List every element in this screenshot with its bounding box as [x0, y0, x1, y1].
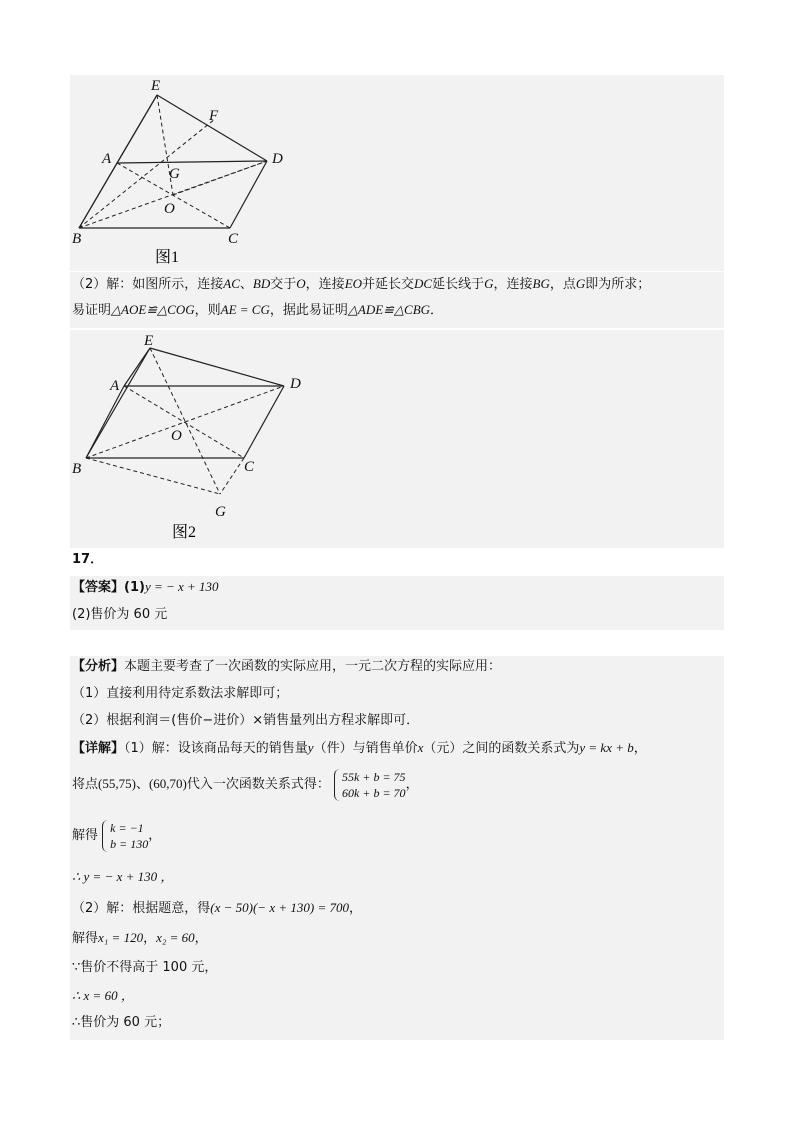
detail-line-7: ∵售价不得高于 100 元，: [72, 960, 218, 975]
label-E: E: [151, 78, 161, 94]
equation-system-2: k = −1 b = 130: [102, 820, 148, 852]
detail-line-1: 【详解】（1）解：设该商品每天的销售量y（件）与销售单价x（元）之间的函数关系式为y = kx + b，: [72, 740, 647, 756]
analysis-line: 【分析】本题主要考查了一次函数的实际应用，一元二次方程的实际应用：: [72, 659, 502, 674]
detail-line-4: ∴ y = − x + 130 ，: [72, 869, 174, 884]
figure-2: [60, 330, 360, 545]
label-O: O: [164, 201, 175, 217]
analysis-step-1: （1）直接利用待定系数法求解即可；: [72, 686, 289, 701]
label-B: B: [72, 461, 82, 477]
detail-line-6: 解得x₁ = 120，x₂ = 60，: [72, 930, 208, 946]
detail-line-9: ∴售价为 60 元；: [72, 1015, 171, 1030]
detail-line-2: 将点(55,75)、(60,70)代入一次函数关系式得： 55k + b = 75 60k + b = 70 ，: [72, 769, 419, 800]
detail-line-3: 解得 k = −1 b = 130 ，: [72, 820, 162, 851]
question-number: 17．: [72, 552, 104, 567]
label-C: C: [228, 231, 239, 247]
equation-system-1: 55k + b = 75 60k + b = 70: [334, 769, 406, 801]
label-A: A: [102, 151, 112, 167]
figure-1-caption: 图1: [155, 249, 180, 265]
figure-2-caption: 图2: [172, 524, 197, 541]
label-G: G: [169, 166, 180, 182]
label-D: D: [272, 151, 283, 167]
label-O: O: [171, 428, 182, 444]
label-A: A: [110, 378, 120, 394]
answer-line-2: (2)售价为 60 元: [72, 607, 168, 622]
analysis-step-2: （2）根据利润＝(售价−进价）×销售量列出方程求解即可．: [72, 713, 420, 728]
label-C: C: [244, 459, 255, 475]
solution-line-2: 易证明△AOE≌△COG，则AE = CG，据此易证明△ADE≌△CBG．: [72, 302, 444, 318]
answer-line-1: 【答案】(1)y = − x + 130: [72, 579, 219, 595]
solution-line-1: （2）解：如图所示，连接AC、BD交于O，连接EO并延长交DC延长线于G，连接BG，点G即为所求；: [72, 276, 651, 292]
detail-line-5: （2）解：根据题意，得(x − 50)(− x + 130) = 700，: [72, 900, 362, 916]
detail-line-8: ∴ x = 60 ，: [72, 988, 134, 1003]
label-G: G: [215, 504, 226, 520]
label-B: B: [72, 231, 82, 247]
label-F: F: [209, 108, 219, 124]
label-D: D: [290, 376, 301, 392]
figure-1: [60, 75, 360, 265]
label-E: E: [144, 333, 154, 349]
